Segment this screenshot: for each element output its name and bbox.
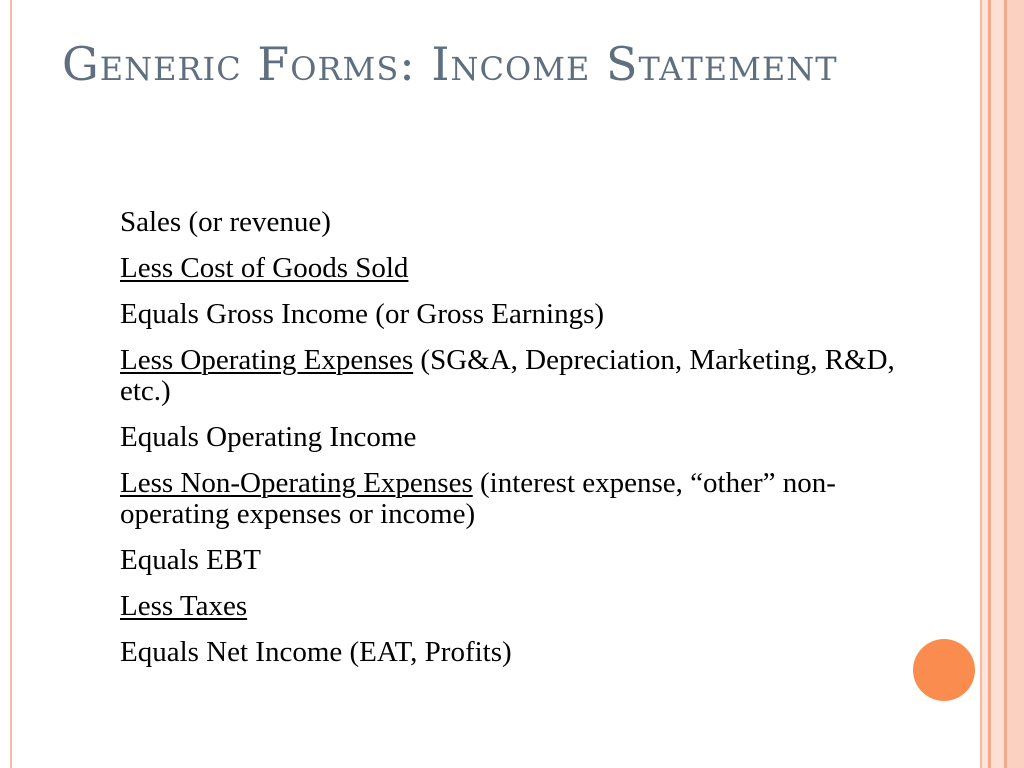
left-border-line bbox=[10, 0, 12, 768]
item-text: Sales (or revenue) bbox=[120, 206, 331, 238]
item-underlined-text: Less Non-Operating Expenses bbox=[120, 467, 473, 499]
list-item bbox=[120, 468, 910, 530]
item-text: Equals Gross Income (or Gross Earnings) bbox=[120, 298, 605, 330]
list-item bbox=[120, 637, 910, 668]
list-item bbox=[120, 299, 910, 330]
list-item bbox=[120, 345, 910, 407]
slide-title: Generic Forms: Income Statement bbox=[62, 37, 838, 91]
item-text: Equals EBT bbox=[120, 544, 261, 576]
item-text: (interest expense, “other” non-operating expenses or income) bbox=[120, 467, 836, 530]
right-border-stripe bbox=[991, 0, 1004, 768]
item-underlined-text: Less Taxes bbox=[120, 590, 248, 622]
item-text: Equals Net Income (EAT, Profits) bbox=[120, 636, 512, 668]
item-text: (SG&A, Depreciation, Marketing, R&D, etc.) bbox=[120, 344, 895, 407]
list-item bbox=[120, 591, 910, 622]
item-text: Equals Operating Income bbox=[120, 421, 417, 453]
list-item bbox=[120, 253, 910, 284]
list-item bbox=[120, 207, 910, 238]
item-underlined-text: Less Operating Expenses bbox=[120, 344, 414, 376]
list-item bbox=[120, 422, 910, 453]
item-underlined-text: Less Cost of Goods Sold bbox=[120, 252, 409, 284]
list-item bbox=[120, 545, 910, 576]
right-border-stripe bbox=[1007, 0, 1024, 768]
income-statement-list bbox=[120, 207, 910, 683]
decorative-orange-circle bbox=[913, 639, 975, 701]
